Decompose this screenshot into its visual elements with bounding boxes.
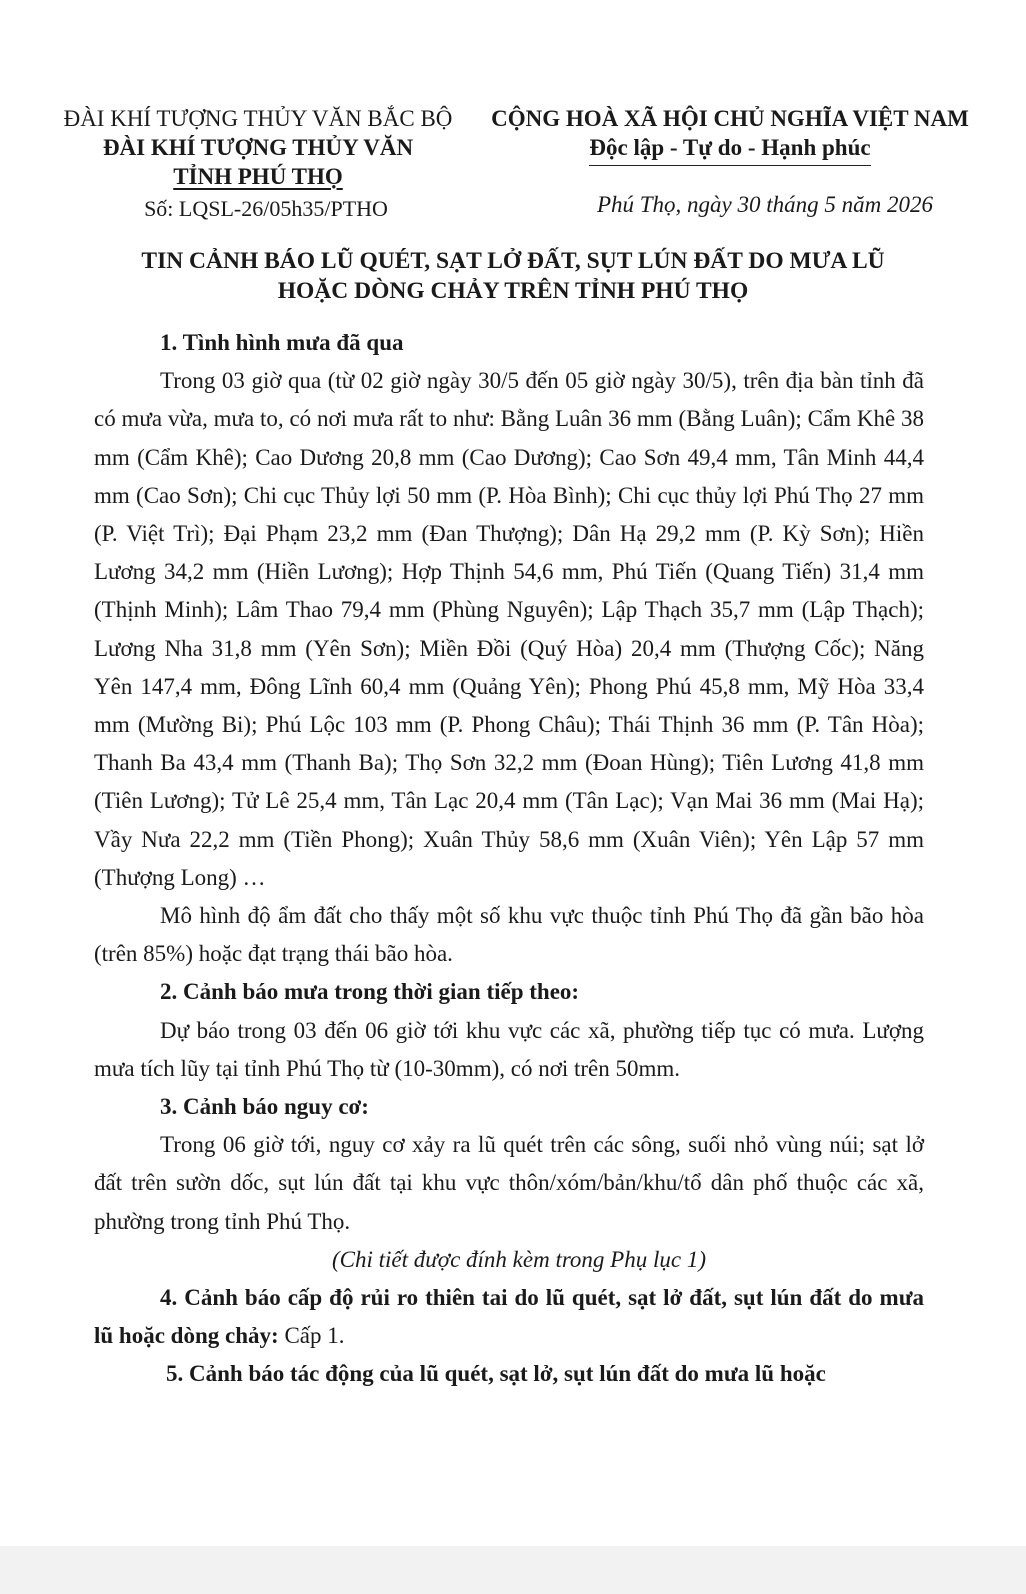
section-1-rainfall-paragraph: Trong 03 giờ qua (từ 02 giờ ngày 30/5 đến 05 giờ ngày 30/5), trên địa bàn tỉnh đã có mưa vừa, mưa to, có nơi mưa rất to như: Bằng Luân 36 mm (Bằng Luân); Cẩm Khê 38 mm (Cẩm Khê); Cao Dương 20,8 mm (Cao Dương); Cao Sơn 49,4 mm, Tân Minh 44,4 mm (Cao Sơn); Chi cục Thủy lợi 50 mm (P. Hòa Bình); Chi cục thủy lợi Phú Thọ 27 mm (P. Việt Trì); Đại Phạm 23,2 mm (Đan Thượng); Dân Hạ 29,2 mm (P. Kỳ Sơn); Hiền Lương 34,2 mm (Hiền Lương); Hợp Thịnh 54,6 mm, Phú Tiến (Quang Tiến) 31,4 mm (Thịnh Minh); Lâm Thao 79,4 mm (Phùng Nguyên); Lập Thạch 35,7 mm (Lập Thạch); Lương Nha 31,8 mm (Yên Sơn); Miền Đồi (Quý Hòa) 20,4 mm (Thượng Cốc); Năng Yên 147,4 mm, Đông Lĩnh 60,4 mm (Quảng Yên); Phong Phú 45,8 mm, Mỹ Hòa 33,4 mm (Mường Bi); Phú Lộc 103 mm (P. Phong Châu); Thái Thịnh 36 mm (P. Tân Hòa); Thanh Ba 43,4 mm (Thanh Ba); Thọ Sơn 32,2 mm (Đoan Hùng); Tiên Lương 41,8 mm (Tiên Lương); Tử Lê 25,4 mm, Tân Lạc 20,4 mm (Tân Lạc); Vạn Mai 36 mm (Mai Hạ); Vầy Nưa 22,2 mm (Tiền Phong); Xuân Thủy 58,6 mm (Xuân Viên); Yên Lập 57 mm (Thượng Long) … <box>94 368 924 890</box>
agency-parent: ĐÀI KHÍ TƯỢNG THỦY VĂN BẮC BỘ <box>63 106 453 131</box>
document-number: Số: LQSL-26/05h35/PTHO <box>144 196 388 221</box>
section-3-heading: 3. Cảnh báo nguy cơ: <box>160 1094 369 1120</box>
agency-name-line2: TỈNH PHÚ THỌ <box>173 164 343 189</box>
national-header-block <box>480 104 980 166</box>
section-2-paragraph: Dự báo trong 03 đến 06 giờ tới khu vực các xã, phường tiếp tục có mưa. Lượng mưa tích lũy tại tỉnh Phú Thọ từ (10-30mm), có nơi trên 50mm. <box>94 1017 924 1081</box>
title-line2: HOẶC DÒNG CHẢY TRÊN TỈNH PHÚ THỌ <box>277 278 749 304</box>
document-body <box>94 324 924 1394</box>
section-4-level: Cấp 1. <box>284 1323 345 1349</box>
motto-underline <box>589 165 871 166</box>
section-2-heading: 2. Cảnh báo mưa trong thời gian tiếp theo: <box>160 979 580 1005</box>
section-4-heading: 4. Cảnh báo cấp độ rủi ro thiên tai do lũ quét, sạt lở đất, sụt lún đất do mưa lũ hoặc dòng chảy: <box>94 1285 924 1349</box>
section-5-heading: 5. Cảnh báo tác động của lũ quét, sạt lở, sụt lún đất do mưa lũ hoặc <box>166 1361 826 1387</box>
title-line1: TIN CẢNH BÁO LŨ QUÉT, SẠT LỞ ĐẤT, SỤT LÚN ĐẤT DO MƯA LŨ <box>141 248 885 274</box>
section-3-paragraph: Trong 06 giờ tới, nguy cơ xảy ra lũ quét trên các sông, suối nhỏ vùng núi; sạt lở đất trên sườn dốc, sụt lún đất tại khu vực thôn/xóm/bản/khu/tổ dân phố thuộc các xã, phường trong tỉnh Phú Thọ. <box>94 1132 924 1234</box>
issuing-agency-block <box>48 104 468 191</box>
agency-name-line1: ĐÀI KHÍ TƯỢNG THỦY VĂN <box>102 135 414 160</box>
document-title <box>60 246 966 306</box>
national-title: CỘNG HOÀ XÃ HỘI CHỦ NGHĨA VIỆT NAM <box>491 106 969 131</box>
national-motto: Độc lập - Tự do - Hạnh phúc <box>589 135 871 160</box>
section-4 <box>94 1279 924 1355</box>
page-bottom-strip <box>0 1546 1026 1594</box>
place-date: Phú Thọ, ngày 30 tháng 5 năm 2026 <box>596 192 934 217</box>
section-1-soil-moisture-paragraph: Mô hình độ ẩm đất cho thấy một số khu vực thuộc tỉnh Phú Thọ đã gần bão hòa (trên 85%) hoặc đạt trạng thái bão hòa. <box>94 903 924 967</box>
section-3-note: (Chi tiết được đính kèm trong Phụ lục 1) <box>331 1246 706 1272</box>
section-1-heading: 1. Tình hình mưa đã qua <box>160 330 404 355</box>
